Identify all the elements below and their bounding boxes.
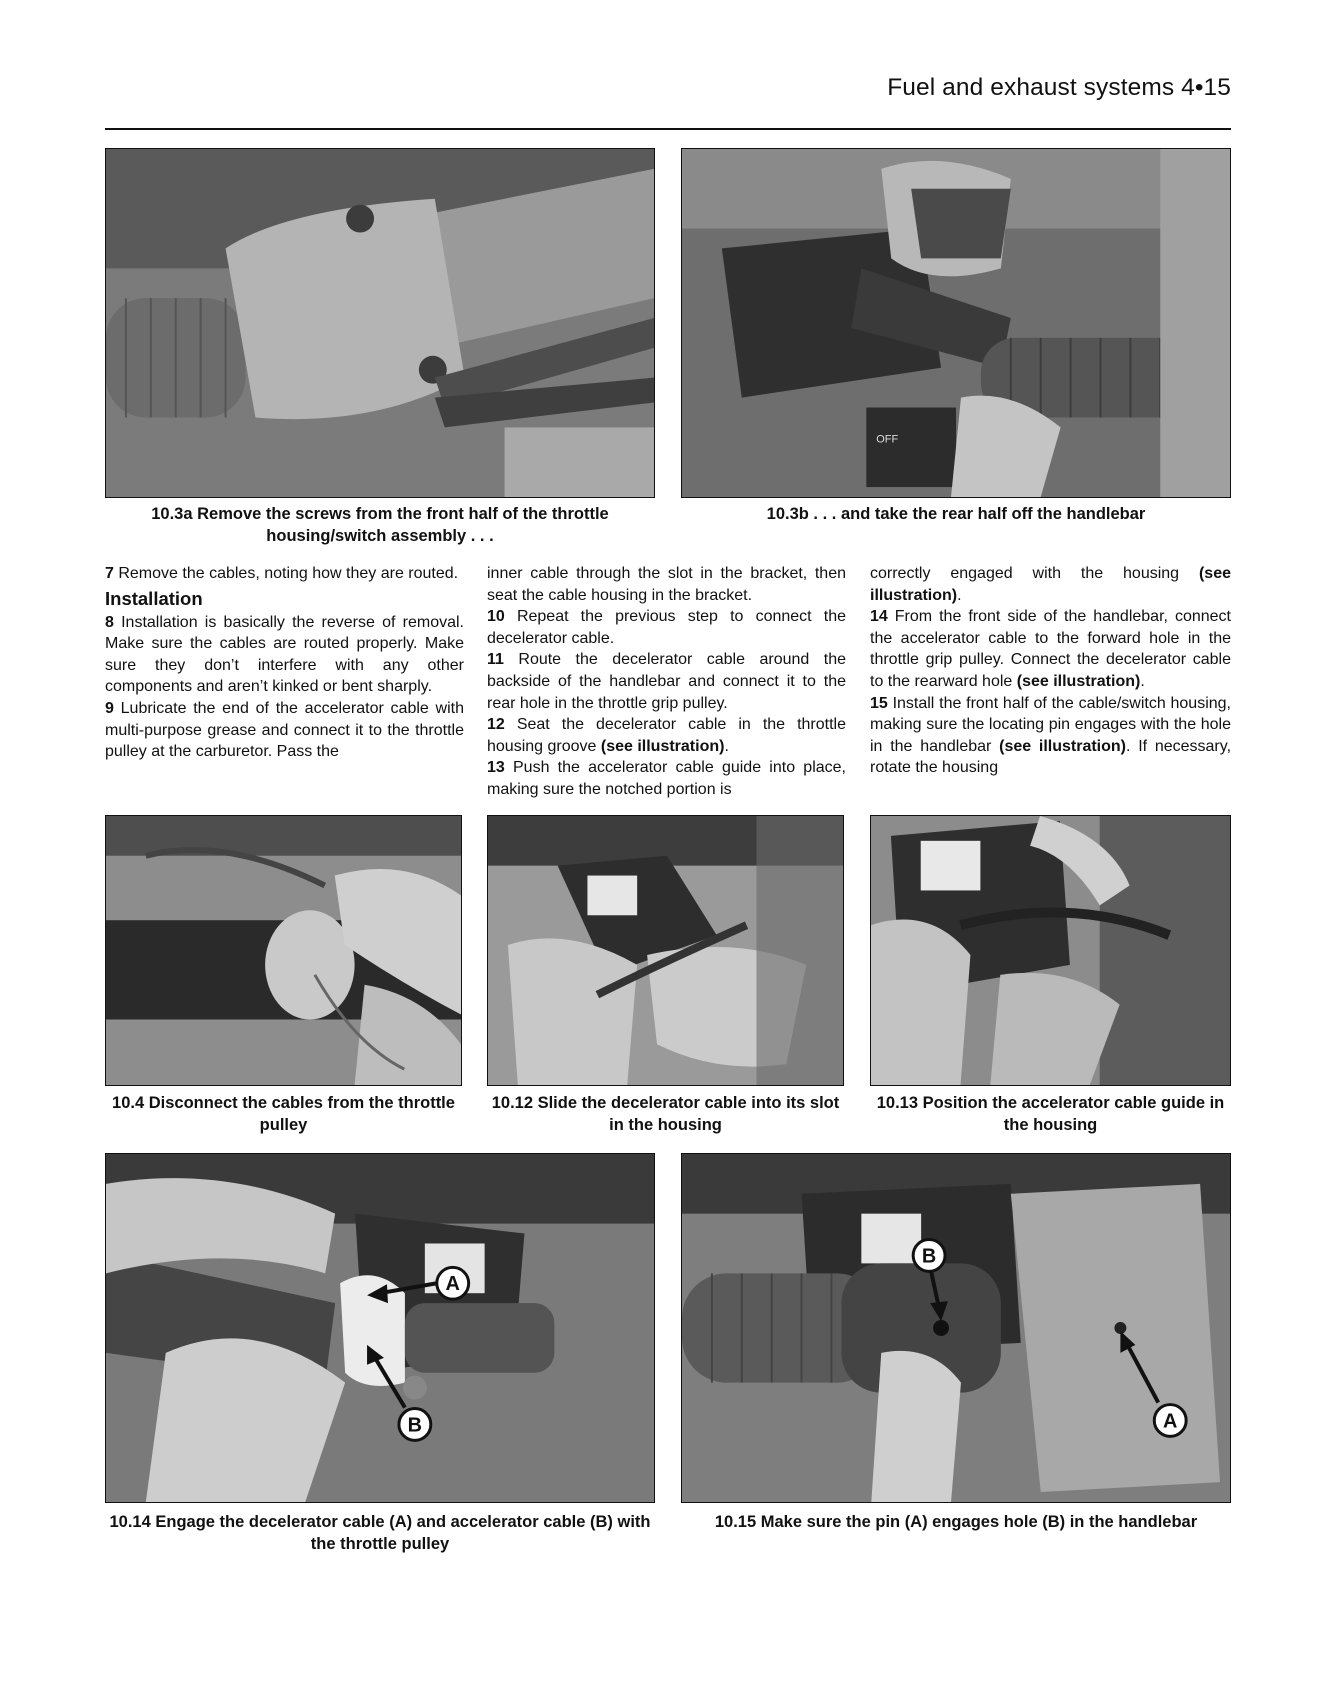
step-13-end: . bbox=[957, 586, 962, 604]
step-15-end: . If necessary, rotate the housing bbox=[870, 737, 1232, 777]
step-10-text: Repeat the previous step to connect the decelerator cable. bbox=[487, 608, 846, 647]
step-14-reference: (see illustration) bbox=[1016, 672, 1141, 690]
photo-10-13 bbox=[870, 815, 1231, 1086]
throttle-housing-photo bbox=[106, 149, 654, 497]
step-9-continued: inner cable through the slot in the bracket, then seat the cable housing in the bracket. bbox=[487, 565, 846, 604]
text-column-1 bbox=[105, 563, 464, 763]
off-switch-label: OFF bbox=[876, 433, 899, 446]
step-10-number: 10 bbox=[487, 608, 505, 626]
step-12-end: . bbox=[724, 737, 729, 755]
caption-10-15: 10.15 Make sure the pin (A) engages hole (B) in the handlebar bbox=[714, 1513, 1198, 1531]
step-14-text: From the front side of the handlebar, connect the accelerator cable to the forward hole in the throttle grip pulley. Connect the decelerator cable to the rearward hole bbox=[870, 608, 1231, 690]
page-header bbox=[105, 72, 1231, 130]
step-11-text: Route the decelerator cable around the backside of the handlebar and connect it to the rear hole in the throttle grip pulley. bbox=[487, 651, 846, 712]
caption-10-3b: 10.3b . . . and take the rear half off the handlebar bbox=[766, 505, 1146, 523]
text-column-3 bbox=[870, 563, 1231, 779]
callout-a-label: A bbox=[445, 1273, 460, 1296]
step-8-number: 8 bbox=[105, 613, 114, 631]
page-title: Fuel and exhaust systems 4•15 bbox=[887, 74, 1231, 101]
photo-10-3a bbox=[105, 148, 655, 498]
caption-10-3a: 10.3a Remove the screws from the front half of the throttle housing/switch assembly . . . bbox=[151, 505, 609, 545]
caption-10-12: 10.12 Slide the decelerator cable into its slot in the housing bbox=[491, 1094, 840, 1134]
step-9-number: 9 bbox=[105, 699, 114, 717]
step-14-number: 14 bbox=[870, 608, 888, 626]
caption-10-14: 10.14 Engage the decelerator cable (A) and accelerator cable (B) with the throttle pulley bbox=[109, 1513, 651, 1553]
step-11-number: 11 bbox=[487, 651, 504, 669]
step-7-text: Remove the cables, noting how they are routed. bbox=[113, 565, 459, 582]
cables-pulley-photo bbox=[106, 816, 461, 1085]
step-13-reference: (see illustration) bbox=[870, 565, 1231, 604]
step-7-number: 7 bbox=[105, 565, 114, 582]
step-8-text: Installation is basically the reverse of removal. Make sure the cables are routed properly. Make sure they don’t interfere with any other components and aren’t kinked or bent sharply. bbox=[105, 613, 464, 696]
decelerator-slot-photo bbox=[488, 816, 843, 1085]
step-15-text: Install the front half of the cable/switch housing, making sure the locating pin engages with the hole in the handlebar bbox=[870, 694, 1231, 755]
step-9-text: Lubricate the end of the accelerator cable with multi-purpose grease and connect it to the throttle pulley at the carburetor. Pass the bbox=[105, 699, 464, 761]
callout-a-label: A bbox=[1163, 1410, 1178, 1433]
rear-half-photo bbox=[682, 149, 1230, 497]
step-14-end: . bbox=[1140, 672, 1145, 690]
photo-10-15 bbox=[681, 1153, 1231, 1503]
installation-heading: Installation bbox=[105, 587, 203, 609]
engage-cables-photo bbox=[106, 1154, 654, 1502]
caption-10-4: 10.4 Disconnect the cables from the throttle pulley bbox=[112, 1094, 455, 1134]
pin-hole-photo bbox=[682, 1154, 1230, 1502]
step-15-reference: (see illustration) bbox=[999, 737, 1126, 755]
callout-b-label: B bbox=[921, 1245, 937, 1268]
step-15-number: 15 bbox=[870, 694, 888, 712]
step-12-reference: (see illustration) bbox=[600, 737, 725, 755]
callout-b-label: B bbox=[407, 1414, 423, 1437]
photo-10-4 bbox=[105, 815, 462, 1086]
photo-10-14 bbox=[105, 1153, 655, 1503]
photo-10-12 bbox=[487, 815, 844, 1086]
photo-10-3b bbox=[681, 148, 1231, 498]
text-column-2 bbox=[487, 563, 846, 801]
caption-10-13: 10.13 Position the accelerator cable guide in the housing bbox=[876, 1094, 1225, 1134]
step-13-continued: correctly engaged with the housing bbox=[870, 565, 1199, 582]
step-13-number: 13 bbox=[487, 759, 505, 777]
step-13-text: Push the accelerator cable guide into place, making sure the notched portion is bbox=[487, 759, 846, 798]
step-12-number: 12 bbox=[487, 716, 505, 734]
step-12-text: Seat the decelerator cable in the throttle housing groove bbox=[487, 716, 846, 755]
accelerator-guide-photo bbox=[871, 816, 1230, 1085]
